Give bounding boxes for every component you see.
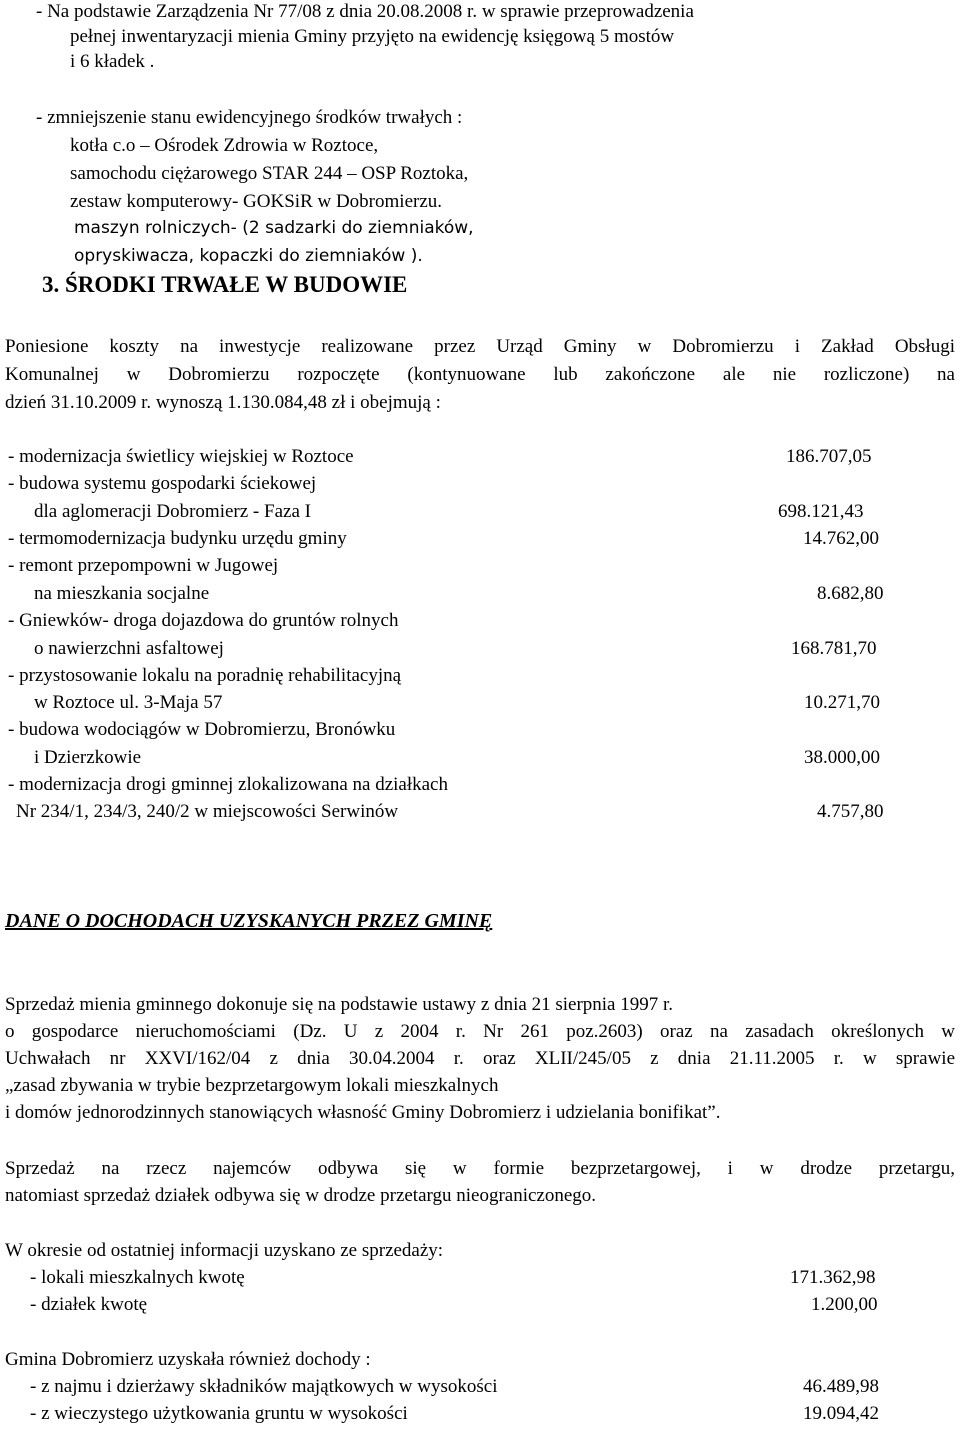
text-line: kotła c.o – Ośrodek Zdrowia w Roztoce, [70, 135, 379, 156]
investment-item-amount: 38.000,00 [804, 747, 880, 768]
paragraph-line: Komunalnej w Dobromierzu rozpoczęte (kontynuowane lub zakończone ale nie rozliczone) na [5, 364, 955, 385]
investment-item-label: o nawierzchni asfaltowej [34, 638, 224, 659]
investment-item-label: na mieszkania socjalne [34, 583, 210, 604]
text-line: maszyn rolniczych- (2 sadzarki do ziemniaków, [74, 218, 474, 238]
income-item-label: - z najmu i dzierżawy składników majątkowych w wysokości [30, 1376, 498, 1397]
investment-item-label: - budowa systemu gospodarki ściekowej [8, 473, 317, 494]
investment-item-amount: 698.121,43 [778, 501, 864, 522]
investment-item-amount: 10.271,70 [804, 692, 880, 713]
text-line: - zmniejszenie stanu ewidencyjnego środków trwałych : [36, 107, 463, 128]
text-line: samochodu ciężarowego STAR 244 – OSP Roztoka, [70, 163, 469, 184]
paragraph-line: Poniesione koszty na inwestycje realizowane przez Urząd Gminy w Dobromierzu i Zakład Obsługi [5, 336, 955, 357]
investment-item-label: i Dzierzkowie [34, 747, 142, 768]
investment-item-label: - modernizacja drogi gminnej zlokalizowana na działkach [8, 774, 448, 795]
section-heading: DANE O DOCHODACH UZYSKANYCH PRZEZ GMINĘ [5, 910, 493, 932]
text-line: pełnej inwentaryzacji mienia Gminy przyjęto na ewidencję księgową 5 mostów [70, 26, 675, 47]
investment-item-label: dla aglomeracji Dobromierz - Faza I [34, 501, 311, 522]
investment-item-label: - remont przepompowni w Jugowej [8, 555, 279, 576]
paragraph-line: dzień 31.10.2009 r. wynoszą 1.130.084,48 zł i obejmują : [5, 392, 441, 413]
text-line: opryskiwacza, kopaczki do ziemniaków ). [74, 246, 423, 266]
investment-item-label: - Gniewków- droga dojazdowa do gruntów rolnych [8, 610, 399, 631]
sales-item-amount: 1.200,00 [811, 1294, 878, 1315]
investment-item-label: w Roztoce ul. 3-Maja 57 [34, 692, 223, 713]
investment-item-amount: 14.762,00 [803, 528, 879, 549]
investment-item-amount: 8.682,80 [817, 583, 884, 604]
investment-item-amount: 186.707,05 [786, 446, 872, 467]
investment-item-label: Nr 234/1, 234/3, 240/2 w miejscowości Serwinów [16, 801, 399, 822]
paragraph-line: W okresie od ostatniej informacji uzyskano ze sprzedaży: [5, 1240, 444, 1261]
paragraph-line: o gospodarce nieruchomościami (Dz. U z 2004 r. Nr 261 poz.2603) oraz na zasadach określonych w [5, 1021, 955, 1042]
investment-item-label: - budowa wodociągów w Dobromierzu, Bronówku [8, 719, 396, 740]
investment-item-label: - modernizacja świetlicy wiejskiej w Roztoce [8, 446, 354, 467]
paragraph-line: Sprzedaż na rzecz najemców odbywa się w formie bezprzetargowej, i w drodze przetargu, [5, 1158, 955, 1179]
investment-item-amount: 168.781,70 [791, 638, 877, 659]
investment-item-label: - termomodernizacja budynku urzędu gminy [8, 528, 347, 549]
sales-item-label: - działek kwotę [30, 1294, 148, 1315]
paragraph-line: Uchwałach nr XXVI/162/04 z dnia 30.04.2004 r. oraz XLII/245/05 z dnia 21.11.2005 r. w sprawie [5, 1048, 955, 1069]
income-item-label: - z wieczystego użytkowania gruntu w wysokości [30, 1403, 408, 1424]
sales-item-amount: 171.362,98 [790, 1267, 876, 1288]
income-item-amount: 19.094,42 [803, 1403, 879, 1424]
income-item-amount: 46.489,98 [803, 1376, 879, 1397]
text-line: - Na podstawie Zarządzenia Nr 77/08 z dnia 20.08.2008 r. w sprawie przeprowadzenia [36, 1, 694, 22]
sales-item-label: - lokali mieszkalnych kwotę [30, 1267, 245, 1288]
paragraph-line: Sprzedaż mienia gminnego dokonuje się na podstawie ustawy z dnia 21 sierpnia 1997 r. [5, 994, 674, 1015]
section-heading: 3. ŚRODKI TRWAŁE W BUDOWIE [42, 272, 408, 297]
paragraph-line: natomiast sprzedaż działek odbywa się w drodze przetargu nieograniczonego. [5, 1185, 597, 1206]
text-line: zestaw komputerowy- GOKSiR w Dobromierzu. [70, 191, 443, 212]
investment-item-label: - przystosowanie lokalu na poradnię rehabilitacyjną [8, 665, 402, 686]
investment-item-amount: 4.757,80 [817, 801, 884, 822]
text-line: i 6 kładek . [70, 51, 155, 72]
paragraph-line: i domów jednorodzinnych stanowiących własność Gminy Dobromierz i udzielania bonifikat”. [5, 1102, 721, 1123]
paragraph-line: Gmina Dobromierz uzyskała również dochody : [5, 1349, 371, 1370]
paragraph-line: „zasad zbywania w trybie bezprzetargowym lokali mieszkalnych [5, 1075, 499, 1096]
